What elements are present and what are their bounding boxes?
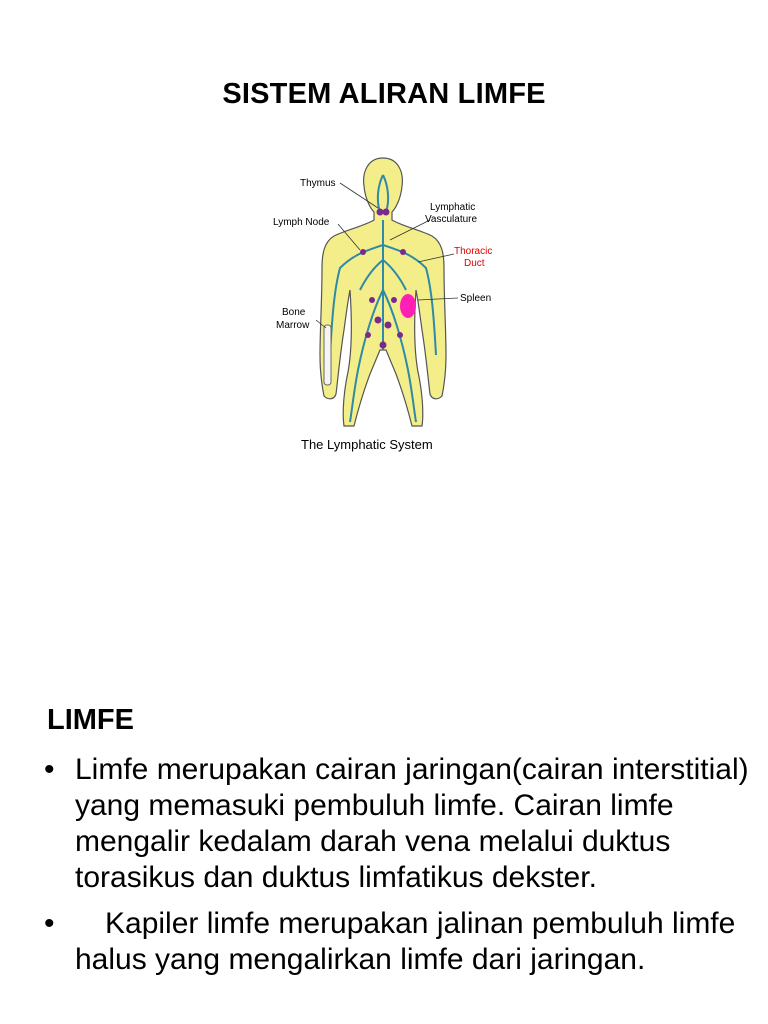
lymphatic-system-figure xyxy=(268,150,508,460)
bone-marrow-shape xyxy=(324,325,331,385)
bullet-marker: • xyxy=(44,907,55,940)
label-lymph-node: Lymph Node xyxy=(273,217,330,228)
section-heading: LIMFE xyxy=(47,704,134,736)
label-thoracic-1: Thoracic xyxy=(454,246,493,257)
spleen-shape xyxy=(400,294,416,318)
figure-caption: The Lymphatic System xyxy=(301,437,433,452)
slide-title: SISTEM ALIRAN LIMFE xyxy=(222,78,546,110)
label-thoracic-2: Duct xyxy=(464,258,485,269)
label-lymphatic-2: Vasculature xyxy=(425,214,478,225)
bullet-list xyxy=(44,752,754,988)
label-bone-1: Bone xyxy=(282,307,306,318)
label-lymphatic-1: Lymphatic xyxy=(430,202,476,213)
label-thymus: Thymus xyxy=(300,178,336,189)
list-item xyxy=(44,906,754,978)
bullet-marker: • xyxy=(44,753,55,786)
label-bone-2: Marrow xyxy=(276,320,310,331)
label-spleen: Spleen xyxy=(460,293,492,304)
bullet-text: Kapiler limfe merupakan jalinan pembuluh limfe halus yang mengalirkan limfe dari jaringan. xyxy=(75,907,736,976)
lymphatic-body-illustration xyxy=(268,150,508,460)
bullet-text: Limfe merupakan cairan jaringan(cairan interstitial) yang memasuki pembuluh limfe. Cairan limfe mengalir kedalam darah vena melalui duktus torasikus dan duktus limfatikus dekster. xyxy=(75,753,749,894)
list-item xyxy=(44,752,754,896)
